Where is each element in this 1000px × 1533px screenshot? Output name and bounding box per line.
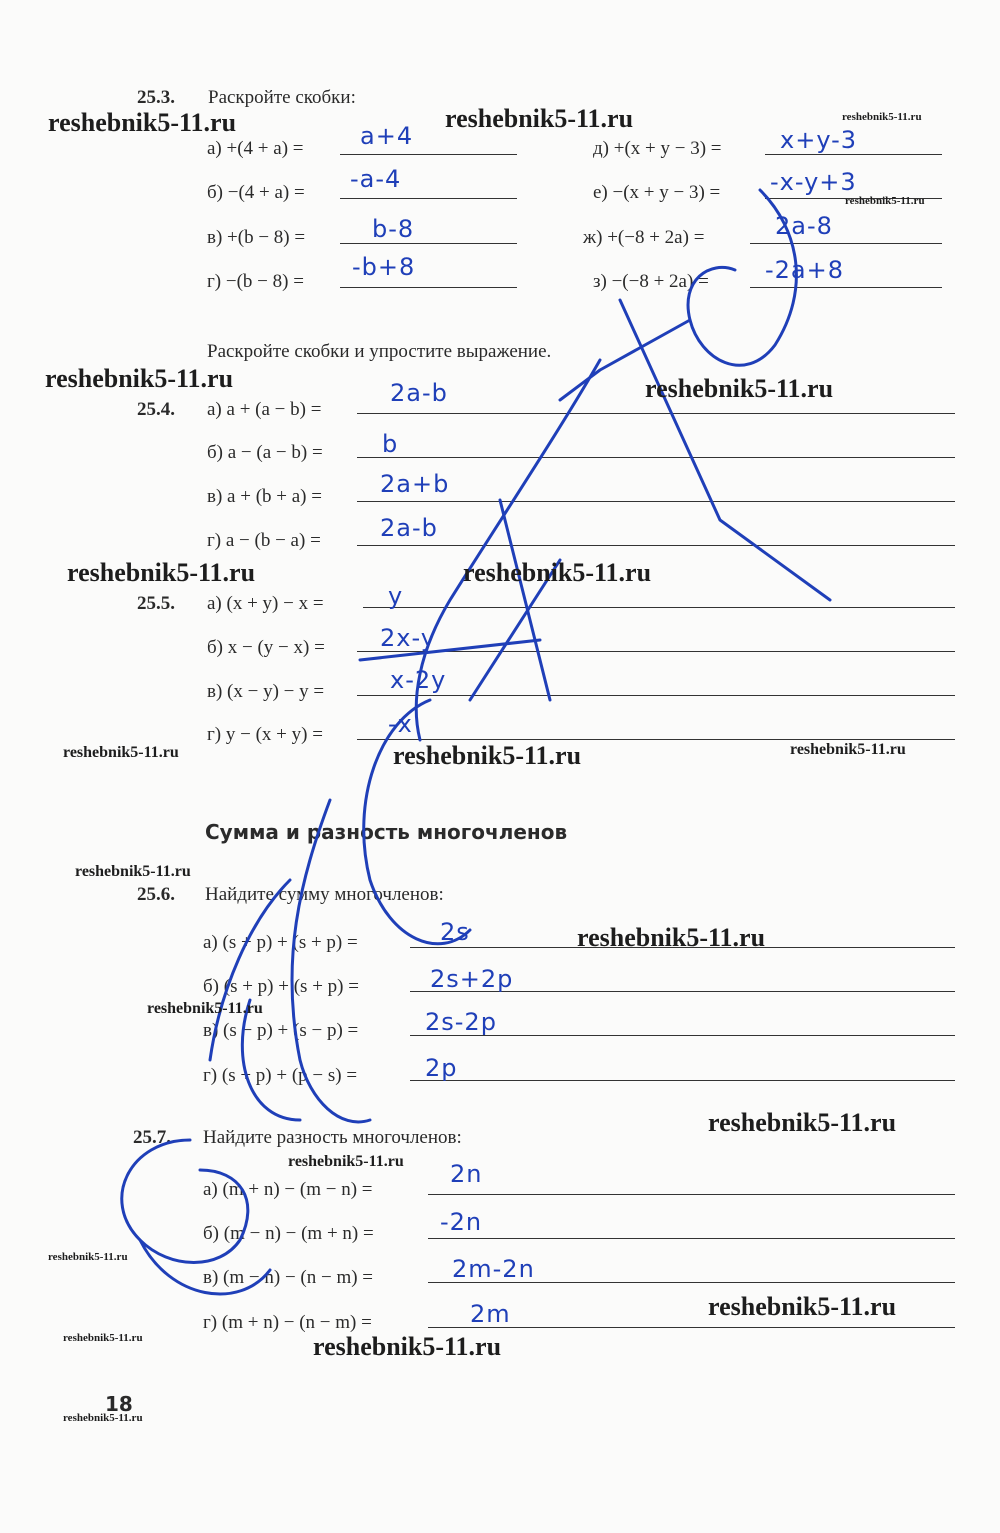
task-label: б) (m − n) − (m + n) = xyxy=(203,1223,374,1244)
handwritten-answer: -x xyxy=(388,710,413,738)
task-label: г) y − (x + y) = xyxy=(207,724,323,745)
task-label: а) (m + n) − (m − n) = xyxy=(203,1179,373,1200)
watermark: reshebnik5-11.ru xyxy=(288,1153,404,1170)
exercise-number: 25.5. xyxy=(137,593,175,614)
exercise-number: 25.4. xyxy=(137,399,175,420)
handwritten-answer: 2a-b xyxy=(380,514,438,542)
task-label: а) +(4 + a) = xyxy=(207,138,304,159)
task-label: а) (s + p) + (s + p) = xyxy=(203,932,358,953)
handwritten-answer: 2s-2p xyxy=(425,1008,497,1036)
handwritten-answer: -x-y+3 xyxy=(770,168,857,196)
handwritten-answer: y xyxy=(388,582,404,610)
ink-stroke xyxy=(360,640,540,660)
watermark: reshebnik5-11.ru xyxy=(63,1332,143,1344)
task-label: ж) +(−8 + 2a) = xyxy=(583,227,705,248)
watermark: reshebnik5-11.ru xyxy=(842,111,922,123)
task-label: г) (m + n) − (n − m) = xyxy=(203,1312,372,1333)
ink-stroke xyxy=(140,1240,270,1294)
task-label: б) x − (y − x) = xyxy=(207,637,325,658)
task-label: г) a − (b − a) = xyxy=(207,530,321,551)
task-label: в) (m − n) − (n − m) = xyxy=(203,1267,374,1288)
watermark: reshebnik5-11.ru xyxy=(75,863,191,880)
watermark: reshebnik5-11.ru xyxy=(313,1332,502,1361)
watermark: reshebnik5-11.ru xyxy=(45,364,234,393)
handwritten-answer: -2a+8 xyxy=(765,256,845,284)
handwritten-answer: b-8 xyxy=(372,215,415,243)
watermark: reshebnik5-11.ru xyxy=(708,1292,897,1321)
ink-stroke xyxy=(688,190,796,365)
handwritten-answer: -b+8 xyxy=(352,253,416,281)
handwritten-answer: x+y-3 xyxy=(780,126,858,154)
task-label: е) −(x + y − 3) = xyxy=(593,182,721,203)
task-label: в) (s − p) + (s − p) = xyxy=(203,1020,359,1041)
watermark: reshebnik5-11.ru xyxy=(445,104,634,133)
handwritten-answer: 2m-2n xyxy=(452,1255,535,1283)
watermark: reshebnik5-11.ru xyxy=(48,1251,128,1263)
task-label: а) a + (a − b) = xyxy=(207,399,322,420)
watermark: reshebnik5-11.ru xyxy=(63,744,179,761)
watermark: reshebnik5-11.ru xyxy=(67,558,256,587)
exercise-instruction: Найдите разность многочленов: xyxy=(203,1127,462,1148)
task-label: б) a − (a − b) = xyxy=(207,442,323,463)
task-label: з) −(−8 + 2a) = xyxy=(593,271,709,292)
handwritten-answer: a+4 xyxy=(360,122,414,150)
watermark: reshebnik5-11.ru xyxy=(790,741,906,758)
handwritten-answer: x-2y xyxy=(390,666,447,694)
watermark: reshebnik5-11.ru xyxy=(393,741,582,770)
task-label: в) +(b − 8) = xyxy=(207,227,306,248)
task-label: а) (x + y) − x = xyxy=(207,593,324,614)
task-label: д) +(x + y − 3) = xyxy=(593,138,722,159)
ink-stroke xyxy=(416,360,600,740)
task-label: б) −(4 + a) = xyxy=(207,182,305,203)
exercise-instruction: Найдите сумму многочленов: xyxy=(205,884,444,905)
exercise-number: 25.6. xyxy=(137,884,175,905)
ink-stroke xyxy=(242,1000,300,1120)
handwritten-answer: b xyxy=(382,430,399,458)
instruction-text: Раскройте скобки и упростите выражение. xyxy=(207,341,552,362)
watermark: reshebnik5-11.ru xyxy=(577,923,766,952)
exercise-instruction: Раскройте скобки: xyxy=(208,87,356,108)
watermark: reshebnik5-11.ru xyxy=(708,1108,897,1137)
handwritten-answer: -a-4 xyxy=(350,165,402,193)
task-label: г) −(b − 8) = xyxy=(207,271,304,292)
ink-stroke xyxy=(620,300,830,600)
ink-stroke xyxy=(292,800,370,1122)
ink-stroke xyxy=(500,500,550,700)
page-number: 18 xyxy=(105,1392,133,1416)
handwritten-answer: 2n xyxy=(450,1160,483,1188)
watermark: reshebnik5-11.ru xyxy=(645,374,834,403)
section-heading: Сумма и разность многочленов xyxy=(205,820,568,844)
handwritten-answer: 2s+2p xyxy=(430,965,514,993)
handwritten-answer: 2a+b xyxy=(380,470,450,498)
task-label: г) (s + p) + (p − s) = xyxy=(203,1065,358,1086)
exercise-number: 25.3. xyxy=(137,87,175,108)
exercise-number: 25.7. xyxy=(133,1127,171,1148)
handwritten-answer: 2m xyxy=(470,1300,511,1328)
watermark: reshebnik5-11.ru xyxy=(48,108,237,137)
task-label: в) a + (b + a) = xyxy=(207,486,322,507)
watermark: reshebnik5-11.ru xyxy=(147,1000,263,1017)
watermark: reshebnik5-11.ru xyxy=(463,558,652,587)
ink-stroke xyxy=(210,880,290,1060)
handwritten-answer: -2n xyxy=(440,1208,483,1236)
ink-stroke xyxy=(364,700,470,944)
task-label: в) (x − y) − y = xyxy=(207,681,325,702)
task-label: б) (s + p) + (s + p) = xyxy=(203,976,359,997)
handwritten-answer: 2a-8 xyxy=(775,212,833,240)
handwritten-answer: 2a-b xyxy=(390,379,448,407)
handwritten-answer: 2p xyxy=(425,1054,458,1082)
handwritten-answer: 2s xyxy=(440,918,470,946)
handwritten-answer: 2x-y xyxy=(380,624,436,652)
watermark: reshebnik5-11.ru xyxy=(63,1412,143,1424)
watermark: reshebnik5-11.ru xyxy=(845,195,925,207)
